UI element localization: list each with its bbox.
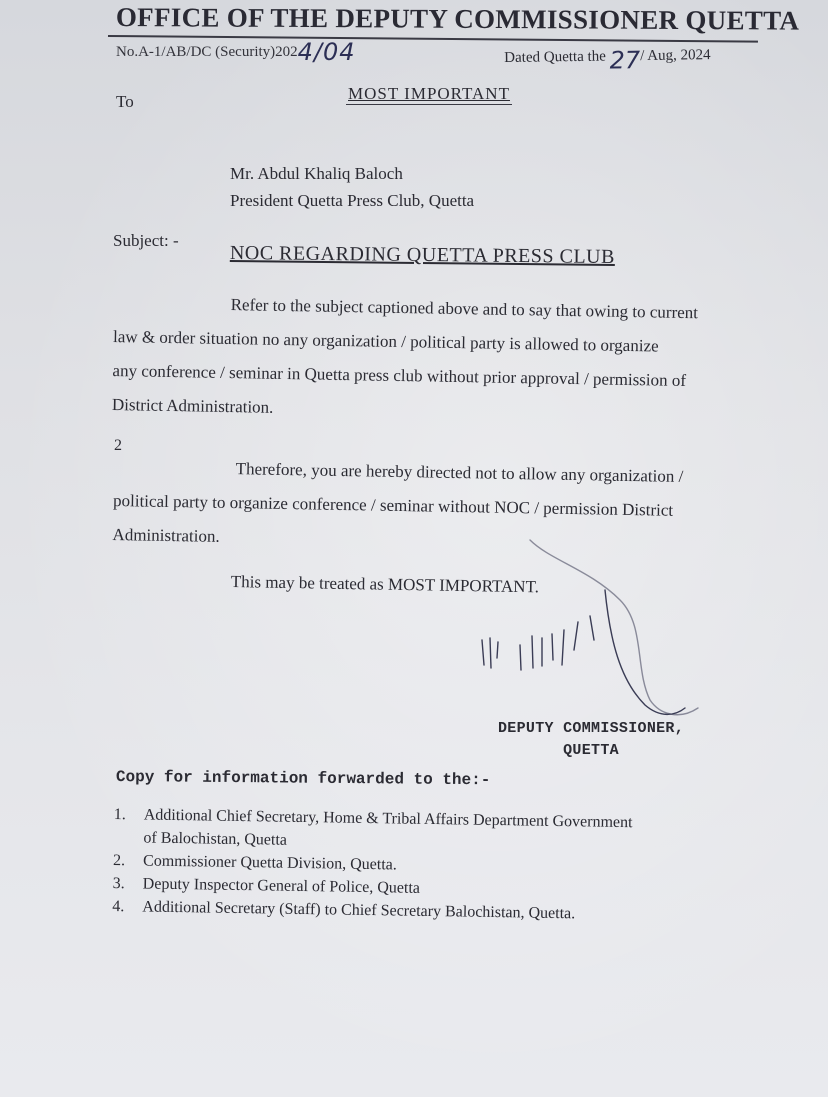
list-item-text: Additional Chief Secretary, Home & Tribal Affairs Department Government — [143, 806, 633, 832]
dated-month-year: / Aug, 2024 — [640, 47, 711, 65]
closing-line: This may be treated as MOST IMPORTANT. — [230, 572, 540, 597]
list-item-text: Commissioner Quetta Division, Quetta. — [142, 852, 397, 874]
list-item-text: Additional Secretary (Staff) to Chief Secretary Balochistan, Quetta. — [142, 898, 576, 923]
addressee-block — [230, 160, 474, 214]
subject-label: Subject: - — [113, 231, 179, 250]
signature-mark — [470, 530, 700, 720]
list-item-number: 2. — [112, 851, 126, 870]
list-item — [113, 803, 632, 857]
signatory-line-1: DEPUTY COMMISSIONER, — [498, 720, 685, 737]
dated-day-handwritten: 27 — [609, 46, 641, 75]
addressee-name: Mr. Abdul Khaliq Baloch — [230, 164, 403, 183]
list-item-number: 3. — [112, 874, 125, 893]
paragraph-2-line: political party to organize conference / seminar without NOC / permission District — [112, 490, 674, 520]
list-item-number: 1. — [113, 805, 126, 824]
reference-number — [116, 34, 356, 66]
dated-label: Dated Quetta the — [504, 48, 606, 66]
list-item-number: 4. — [112, 897, 125, 916]
signatory-line-2: QUETTA — [563, 742, 619, 759]
date-line — [504, 37, 711, 75]
paragraph-2-number: 2 — [114, 437, 122, 454]
signatory-title — [498, 718, 684, 762]
to-label: To — [116, 92, 134, 111]
subject-text: NOC REGARDING QUETTA PRESS CLUB — [229, 242, 616, 269]
addressee-designation: President Quetta Press Club, Quetta — [230, 191, 475, 210]
list-item-continuation: of Balochistan, Quetta — [143, 829, 288, 849]
priority-label: MOST IMPORTANT — [348, 84, 510, 103]
paragraph-1-line: District Administration. — [111, 394, 274, 417]
paragraph-1-line: any conference / seminar in Quetta press club without prior approval / permission of — [112, 360, 687, 390]
reference-handwritten: 4/04 — [297, 38, 356, 66]
copy-heading: Copy for information forwarded to the:- — [115, 768, 491, 790]
copy-list — [112, 803, 633, 926]
office-title: OFFICE OF THE DEPUTY COMMISSIONER QUETTA — [115, 2, 800, 36]
paragraph-1-line: Refer to the subject captioned above and to say that owing to current — [230, 295, 699, 323]
list-item-text: Deputy Inspector General of Police, Quetta — [142, 875, 421, 897]
reference-prefix: No.A-1/AB/DC (Security)202 — [116, 44, 298, 60]
paragraph-1 — [112, 286, 764, 433]
paragraph-1-line: law & order situation no any organization / political party is allowed to organize — [112, 326, 659, 356]
paragraph-2-line: Administration. — [112, 524, 220, 546]
paragraph-2-line: Therefore, you are hereby directed not to allow any organization / — [235, 459, 684, 486]
